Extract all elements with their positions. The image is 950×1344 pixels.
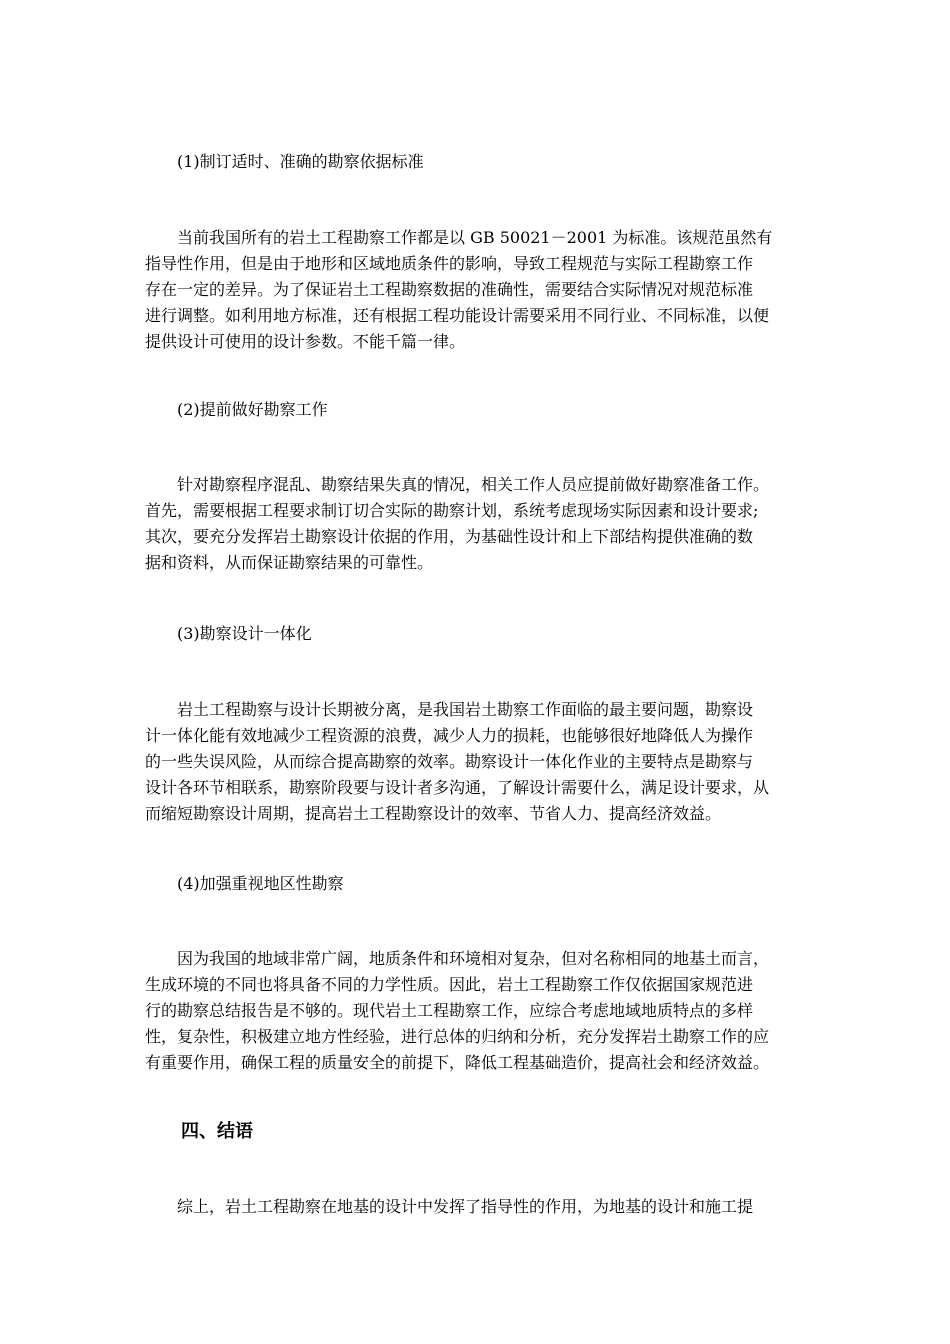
subheading-3: (3)勘察设计一体化 (177, 624, 312, 643)
paragraph-4 (145, 946, 825, 1076)
paragraph-line: 的一些失误风险，从而综合提高勘察的效率。勘察设计一体化作业的主要特点是勘察与 (145, 752, 754, 771)
paragraph-2 (145, 472, 825, 576)
paragraph-line: 岩土工程勘察与设计长期被分离，是我国岩土勘察工作面临的最主要问题，勘察设 (177, 700, 754, 719)
paragraph-line: 而缩短勘察设计周期，提高岩土工程勘察设计的效率、节省人力、提高经济效益。 (145, 804, 722, 823)
paragraph-line: 设计各环节相联系，勘察阶段要与设计者多沟通，了解设计需要什么，满足设计要求，从 (145, 778, 770, 797)
subheading-2: (2)提前做好勘察工作 (177, 400, 328, 419)
paragraph-line: 当前我国所有的岩土工程勘察工作都是以 GB 50021－2001 为标准。该规范虽然有 (177, 228, 773, 247)
paragraph-line: 存在一定的差异。为了保证岩土工程勘察数据的准确性，需要结合实际情况对规范标准 (145, 280, 754, 299)
paragraph-line: 因为我国的地域非常广阔，地质条件和环境相对复杂，但对名称相同的地基土而言， (177, 949, 770, 968)
paragraph-line: 其次，要充分发挥岩土勘察设计依据的作用，为基础性设计和上下部结构提供准确的数 (145, 527, 754, 546)
subheading-4: (4)加强重视地区性勘察 (177, 874, 344, 893)
paragraph-5 (145, 1194, 825, 1220)
paragraph-line: 据和资料，从而保证勘察结果的可靠性。 (145, 553, 434, 572)
paragraph-line: 综上，岩土工程勘察在地基的设计中发挥了指导性的作用，为地基的设计和施工提 (177, 1197, 754, 1216)
paragraph-line: 首先，需要根据工程要求制订切合实际的勘察计划，系统考虑现场实际因素和设计要求; (145, 501, 759, 520)
paragraph-line: 行的勘察总结报告是不够的。现代岩土工程勘察工作，应综合考虑地域地质特点的多样 (145, 1001, 754, 1020)
paragraph-line: 针对勘察程序混乱、勘察结果失真的情况，相关工作人员应提前做好勘察准备工作。 (177, 475, 770, 494)
paragraph-line: 提供设计可使用的设计参数。不能千篇一律。 (145, 332, 466, 351)
paragraph-line: 有重要作用，确保工程的质量安全的前提下，降低工程基础造价，提高社会和经济效益。 (145, 1053, 770, 1072)
paragraph-line: 性，复杂性，积极建立地方性经验，进行总体的归纳和分析，充分发挥岩土勘察工作的应 (145, 1027, 770, 1046)
section-title-conclusion: 四、结语 (181, 1121, 253, 1142)
paragraph-line: 指导性作用，但是由于地形和区域地质条件的影响，导致工程规范与实际工程勘察工作 (145, 254, 754, 273)
paragraph-line: 进行调整。如利用地方标准，还有根据工程功能设计需要采用不同行业、不同标准，以便 (145, 306, 770, 325)
paragraph-3 (145, 697, 825, 827)
paragraph-1 (145, 225, 825, 355)
subheading-1: (1)制订适时、准确的勘察依据标准 (177, 152, 424, 171)
paragraph-line: 计一体化能有效地减少工程资源的浪费，减少人力的损耗，也能够很好地降低人为操作 (145, 726, 754, 745)
paragraph-line: 生成环境的不同也将具备不同的力学性质。因此，岩土工程勘察工作仅依据国家规范进 (145, 975, 754, 994)
